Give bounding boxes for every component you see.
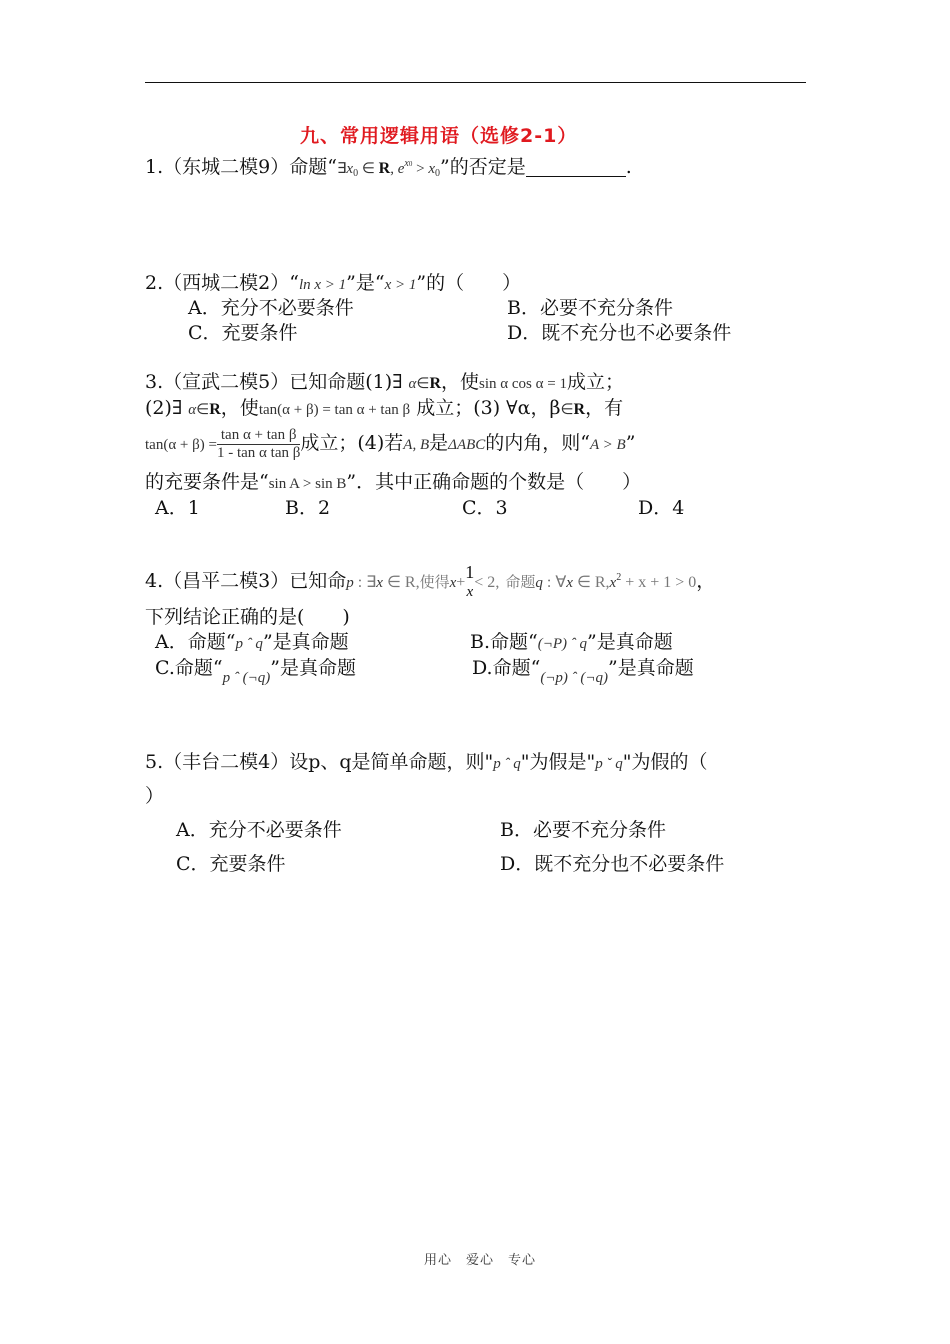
- question-1: 1.（东城二模9）命题“$\exists x_0$ ∈ R, $e^{x0} > x_0$”的否定是 .: [145, 156, 632, 179]
- question-3-line-3: tan(α + β) = $\frac{\text{tan α + tan β}}{\text{1 - tan α tan β}}$ 成立；(4)若A, B是ΔABC的内角，则“A > B”: [145, 426, 636, 461]
- question-5-line-1: 5.（丰台二模4）设p、q是简单命题，则"p ˆ q"为假是"p ˇ q"为假的（: [145, 751, 708, 773]
- q4-option-a: A．命题“p ˆ q”是真命题: [155, 631, 349, 653]
- question-4-line-1: 4.（昌平二模3）已知命p : ∃x ∈ R,使得x+ 1 x < 2, 命题q : ∀x ∈ $R,x^2 + x + 1 > 0$，: [145, 562, 716, 600]
- tan-sum-fraction: $\frac{\text{tan α + tan β}}{\text{1 - tan α tan β}}$: [216, 426, 301, 461]
- q3-option-d: D．4: [638, 497, 685, 519]
- q2-option-b: B．必要不充分条件: [507, 297, 673, 319]
- question-5-line-2: ）: [145, 785, 165, 807]
- q5-option-b: B．必要不充分条件: [500, 819, 666, 841]
- q4-option-b: B.命题“(¬P) ˆ q”是真命题: [470, 631, 673, 653]
- one-over-x-fraction: 1 x: [465, 562, 475, 600]
- q5-option-c: C．充要条件: [176, 853, 286, 875]
- q3-option-b: B．2: [285, 497, 331, 519]
- q2-option-c: C．充要条件: [188, 322, 298, 344]
- q3-option-a: A．1: [155, 497, 200, 519]
- q2-option-d: D．既不充分也不必要条件: [507, 322, 732, 344]
- question-3-line-2: (2)∃ α∈R，使tan(α + β) = tan α + tan β 成立；(3) ∀α，β∈R，有: [145, 397, 624, 419]
- q2-option-a: A．充分不必要条件: [188, 297, 354, 319]
- page-footer: 用心 爱心 专心: [424, 1253, 537, 1268]
- question-2: 2.（西城二模2）“ln x > 1”是“x > 1”的（ ）: [145, 272, 522, 294]
- q5-option-d: D．既不充分也不必要条件: [500, 853, 725, 875]
- page-title: 九、常用逻辑用语（选修2-1）: [300, 125, 578, 147]
- question-4-line-2: 下列结论正确的是( ): [145, 606, 350, 628]
- q3-option-c: C．3: [462, 497, 508, 519]
- header-rule: [145, 82, 806, 83]
- answer-blank: [526, 158, 626, 177]
- q5-option-a: A．充分不必要条件: [176, 819, 342, 841]
- question-3-line-4: 的充要条件是“sin A > sin B”．其中正确命题的个数是（ ）: [145, 471, 642, 493]
- question-3-line-1: 3.（宣武二模5）已知命题(1)∃ α∈R，使sin α cos α = 1成立；: [145, 371, 624, 393]
- q4-option-c: C.命题“$_{p ˆ (\neg q)}$”是真命题: [155, 657, 356, 686]
- q4-option-d: D.命题“$_{(\neg p) ˆ (\neg q)}$”是真命题: [472, 657, 694, 686]
